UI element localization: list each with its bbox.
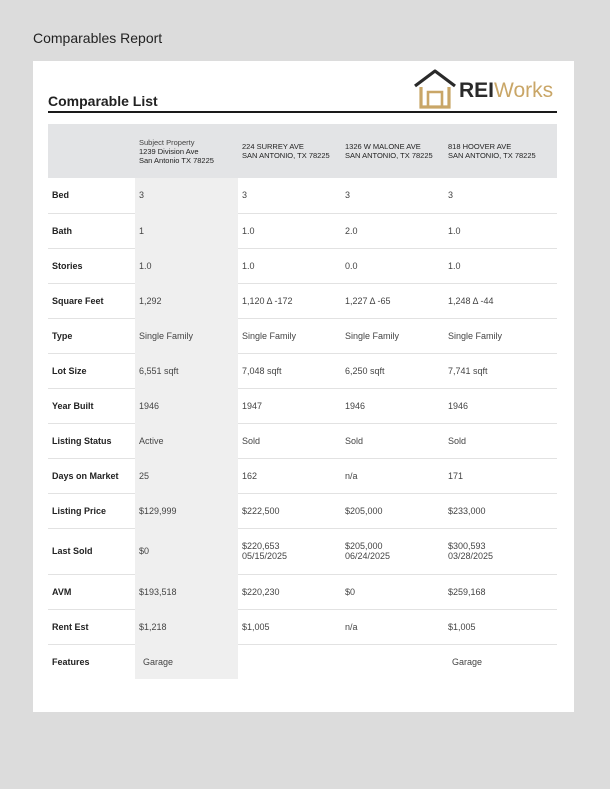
subject-cell <box>135 213 238 248</box>
header-line: SAN ANTONIO, TX 78225 <box>448 151 536 160</box>
subject-cell <box>135 528 238 574</box>
row-label: Lot Size <box>48 353 135 388</box>
comp-cell <box>444 493 557 528</box>
cell-value: 1.0 <box>139 260 152 271</box>
header-line: 818 HOOVER AVE <box>448 142 512 151</box>
cell-value: 171 <box>448 470 464 481</box>
row-label: Days on Market <box>48 458 135 493</box>
table-row <box>48 248 557 283</box>
subject-cell <box>135 283 238 318</box>
cell-value: Single Family <box>242 330 297 341</box>
comp-cell <box>444 528 557 574</box>
comp-cell <box>341 609 444 644</box>
subject-cell <box>135 388 238 423</box>
cell-value: 1 <box>139 225 145 236</box>
header-comp-2 <box>341 124 444 178</box>
row-label: Rent Est <box>48 609 135 644</box>
logo-text <box>459 79 553 103</box>
house-logo-icon <box>411 67 459 111</box>
subject-cell <box>135 353 238 388</box>
cell-value: 3 <box>448 190 454 201</box>
title-rule <box>48 111 557 113</box>
cell-value: $259,168 <box>448 586 486 597</box>
cell-value: $205,000 <box>345 505 383 516</box>
cell-line: $220,653 <box>242 541 280 551</box>
cell-line: $0 <box>139 546 150 556</box>
row-label: Square Feet <box>48 283 135 318</box>
cell-value: n/a <box>345 470 358 481</box>
comp-cell <box>444 644 557 679</box>
cell-value: Single Family <box>345 330 400 341</box>
table-row <box>48 423 557 458</box>
row-label: Year Built <box>48 388 135 423</box>
cell-value: $233,000 <box>448 505 486 516</box>
comparables-table <box>48 124 557 679</box>
header-line: 224 SURREY AVE <box>242 142 304 151</box>
cell-line: 03/28/2025 <box>448 551 494 561</box>
comp-cell <box>444 178 557 213</box>
cell-value: Garage <box>452 656 483 667</box>
cell-value: $129,999 <box>139 505 177 516</box>
table-row <box>48 213 557 248</box>
header-line: Subject Property <box>139 137 195 147</box>
table-row <box>48 644 557 679</box>
header-comp-1 <box>238 124 341 178</box>
cell-value: 3 <box>139 190 145 201</box>
comp-cell <box>444 574 557 609</box>
header-line: SAN ANTONIO, TX 78225 <box>345 151 433 160</box>
row-label: Bed <box>48 178 135 213</box>
cell-value: $0 <box>345 586 356 597</box>
cell-value: 1.0 <box>448 260 461 271</box>
table-row <box>48 609 557 644</box>
cell-value: Active <box>139 435 164 446</box>
list-title: Comparable List <box>48 93 158 109</box>
cell-value: 25 <box>139 470 150 481</box>
comp-cell <box>341 574 444 609</box>
header-comp-3 <box>444 124 557 178</box>
table-row <box>48 388 557 423</box>
row-label: Bath <box>48 213 135 248</box>
comp-cell <box>341 644 444 679</box>
table-row <box>48 318 557 353</box>
comp-cell <box>341 283 444 318</box>
subject-cell <box>135 178 238 213</box>
cell-value: 7,048 sqft <box>242 365 282 376</box>
comp-cell <box>444 423 557 458</box>
cell-value: 3 <box>242 190 248 201</box>
comp-cell <box>238 609 341 644</box>
cell-value: n/a <box>345 621 358 632</box>
comp-cell <box>341 248 444 283</box>
reiworks-logo <box>411 67 561 111</box>
subject-cell <box>135 574 238 609</box>
comp-cell <box>238 353 341 388</box>
cell-value: Sold <box>242 435 261 446</box>
cell-line: $205,000 <box>345 541 383 551</box>
header-line: SAN ANTONIO, TX 78225 <box>242 151 330 160</box>
table-row <box>48 458 557 493</box>
cell-value: 6,250 sqft <box>345 365 385 376</box>
comp-cell <box>238 574 341 609</box>
cell-value: 1,248 Δ -44 <box>448 295 494 306</box>
cell-value: 0.0 <box>345 260 358 271</box>
cell-value: $220,230 <box>242 586 280 597</box>
cell-value: 1.0 <box>242 225 255 236</box>
cell-value: 2.0 <box>345 225 358 236</box>
cell-value: Single Family <box>448 330 503 341</box>
comp-cell <box>238 493 341 528</box>
comp-cell <box>238 388 341 423</box>
comp-cell <box>341 388 444 423</box>
table-row <box>48 493 557 528</box>
cell-value: 1,120 Δ -172 <box>242 295 293 306</box>
subject-cell <box>135 318 238 353</box>
row-label: Listing Price <box>48 493 135 528</box>
header-blank <box>48 124 135 178</box>
page-title: Comparables Report <box>33 30 163 46</box>
row-label: Stories <box>48 248 135 283</box>
comp-cell <box>341 178 444 213</box>
comp-cell <box>444 283 557 318</box>
header-line: 1326 W MALONE AVE <box>345 142 421 151</box>
header-line: San Antonio TX 78225 <box>139 155 214 165</box>
comp-cell <box>238 644 341 679</box>
cell-value: 1946 <box>139 400 160 411</box>
header-subject-property <box>135 124 238 178</box>
cell-value: Garage <box>143 656 174 667</box>
table-row <box>48 283 557 318</box>
logo-rei: REI <box>459 79 495 102</box>
table-header-row <box>48 124 557 178</box>
comp-cell <box>444 388 557 423</box>
cell-value: 6,551 sqft <box>139 365 179 376</box>
comp-cell <box>341 458 444 493</box>
cell-value: 1.0 <box>242 260 255 271</box>
cell-value: 1946 <box>448 400 469 411</box>
comp-cell <box>444 458 557 493</box>
comp-cell <box>238 213 341 248</box>
comp-cell <box>238 248 341 283</box>
cell-value: Sold <box>448 435 467 446</box>
comp-cell <box>444 353 557 388</box>
comp-cell <box>444 248 557 283</box>
row-label: Type <box>48 318 135 353</box>
cell-value: 1,227 Δ -65 <box>345 295 391 306</box>
comp-cell <box>341 353 444 388</box>
comp-cell <box>444 213 557 248</box>
subject-cell <box>135 423 238 458</box>
cell-line: $300,593 <box>448 541 486 551</box>
cell-value: 1.0 <box>448 225 461 236</box>
comp-cell <box>238 318 341 353</box>
table-row <box>48 353 557 388</box>
subject-cell <box>135 644 238 679</box>
row-label: Listing Status <box>48 423 135 458</box>
cell-value: 7,741 sqft <box>448 365 488 376</box>
cell-value: $193,518 <box>139 586 177 597</box>
cell-value: 1946 <box>345 400 366 411</box>
subject-cell <box>135 493 238 528</box>
comp-cell <box>341 528 444 574</box>
row-label: Features <box>52 656 90 667</box>
table-row <box>48 178 557 213</box>
row-label: Last Sold <box>48 528 135 574</box>
comp-cell <box>444 318 557 353</box>
cell-value: 1947 <box>242 400 263 411</box>
table-body <box>48 178 557 679</box>
subject-cell <box>135 458 238 493</box>
cell-value: Single Family <box>139 330 194 341</box>
cell-value: $1,005 <box>448 621 476 632</box>
row-label: AVM <box>48 574 135 609</box>
comp-cell <box>341 318 444 353</box>
cell-value: 162 <box>242 470 258 481</box>
comp-cell <box>238 458 341 493</box>
table-row <box>48 574 557 609</box>
comp-cell <box>238 423 341 458</box>
cell-value: 3 <box>345 190 351 201</box>
logo-works: Works <box>494 79 554 102</box>
cell-line: 06/24/2025 <box>345 551 391 561</box>
comp-cell <box>238 178 341 213</box>
subject-cell <box>135 609 238 644</box>
cell-value: $222,500 <box>242 505 280 516</box>
cell-value: $1,005 <box>242 621 270 632</box>
comp-cell <box>341 493 444 528</box>
comp-cell <box>238 283 341 318</box>
cell-value: 1,292 <box>139 295 162 306</box>
cell-value: Sold <box>345 435 364 446</box>
comp-cell <box>444 609 557 644</box>
table-row <box>48 528 557 574</box>
cell-line: 05/15/2025 <box>242 551 288 561</box>
subject-cell <box>135 248 238 283</box>
comp-cell <box>341 423 444 458</box>
comp-cell <box>238 528 341 574</box>
cell-value: $1,218 <box>139 621 167 632</box>
report-sheet <box>33 61 574 712</box>
header-line: 1239 Division Ave <box>139 146 199 156</box>
comp-cell <box>341 213 444 248</box>
